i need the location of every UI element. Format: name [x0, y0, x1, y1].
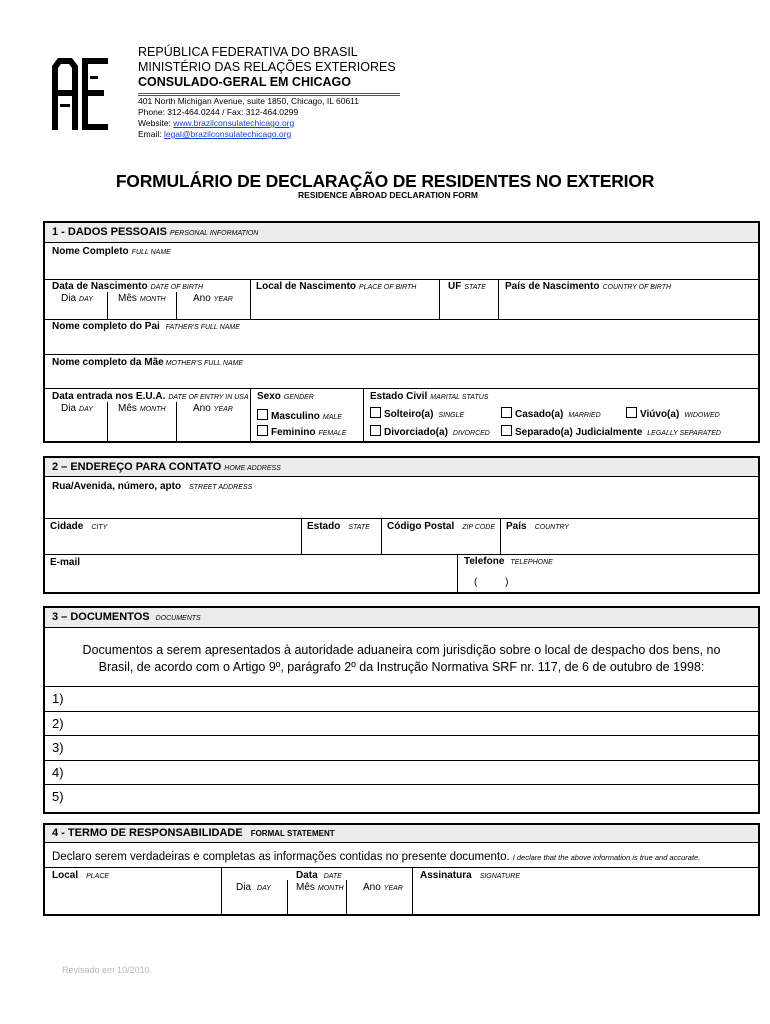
divider [500, 518, 501, 555]
header-email-row [138, 129, 359, 140]
father-name-field[interactable] [45, 333, 758, 353]
entry-date-label: Data entrada nos E.U.A. DATE OF ENTRY IN USA [52, 391, 249, 402]
state-field[interactable] [303, 533, 380, 553]
section-4-title: 4 - TERMO DE RESPONSABILIDADE FORMAL STATEMENT [52, 827, 335, 839]
header-consulate: CONSULADO-GERAL EM CHICAGO [138, 75, 351, 89]
document-item-row[interactable] [45, 736, 758, 761]
divider [498, 280, 499, 319]
zip-field[interactable] [383, 533, 498, 553]
entry-month-label: Mês MONTH [118, 403, 166, 414]
divorced-option[interactable]: Divorciado(a) DIVORCED [370, 425, 490, 438]
divider [45, 554, 758, 555]
form-title: FORMULÁRIO DE DECLARAÇÃO DE RESIDENTES NO EXTERIOR [115, 171, 655, 191]
cob-label: País de Nascimento COUNTRY OF BIRTH [505, 281, 672, 292]
phone-area-code[interactable]: ( ) [474, 577, 509, 588]
divider [457, 554, 458, 592]
entry-day-label: Dia DAY [61, 403, 93, 414]
email-link[interactable]: legal@brazilconsulatechicago.org [163, 129, 292, 139]
document-item-row[interactable] [45, 761, 758, 786]
zip-label: Código Postal ZIP CODE [387, 521, 496, 532]
divider [45, 867, 758, 868]
separated-checkbox[interactable] [501, 425, 512, 436]
mother-name-field[interactable] [45, 369, 758, 387]
married-checkbox[interactable] [501, 407, 512, 418]
divider [250, 280, 251, 319]
single-option[interactable]: Solteiro(a) SINGLE [370, 407, 464, 420]
email-label: Email: [138, 129, 164, 139]
dob-year-label: Ano YEAR [193, 293, 233, 304]
signature-label: Assinatura SIGNATURE [420, 870, 521, 881]
section-3-title: 3 – DOCUMENTOS DOCUMENTS [52, 611, 201, 623]
document-item-row[interactable] [45, 712, 758, 737]
section-1-title: 1 - DADOS PESSOAIS PERSONAL INFORMATION [52, 226, 259, 238]
place-label: Local PLACE [52, 870, 110, 881]
divider [439, 280, 440, 319]
sex-label: Sexo GENDER [257, 391, 314, 402]
divider [45, 388, 758, 389]
separated-option[interactable]: Separado(a) Judicialmente LEGALLY SEPARATED [501, 425, 721, 438]
divider [221, 867, 222, 915]
full-name-field[interactable] [45, 258, 758, 278]
statement-text: Declaro serem verdadeiras e completas as informações contidas no presente documento. I declare that the above information is true and accurate. [52, 851, 701, 863]
dob-field[interactable] [50, 304, 250, 318]
widowed-checkbox[interactable] [626, 407, 637, 418]
consulate-header [138, 45, 396, 90]
female-checkbox[interactable] [257, 425, 268, 436]
dob-month-label: Mês MONTH [118, 293, 166, 304]
document-item-number: 3) [52, 740, 64, 756]
phone-label: Telefone TELEPHONE [464, 556, 553, 567]
divider [381, 518, 382, 555]
email-field-label: E-mail [50, 557, 81, 568]
form-subtitle: RESIDENCE ABROAD DECLARATION FORM [298, 190, 478, 200]
date-label: Data DATE [296, 870, 342, 881]
pob-field[interactable] [252, 293, 437, 318]
divorced-checkbox[interactable] [370, 425, 381, 436]
father-name-label: Nome completo do Pai FATHER'S FULL NAME [52, 321, 240, 332]
full-name-label: Nome Completo FULL NAME [52, 246, 171, 257]
header-website-row [138, 118, 359, 129]
city-field[interactable] [45, 533, 300, 553]
documents-intro-line-2: Brasil, de acordo com o Artigo 9º, parágrafo 2º da Instrução Normativa SRF nr. 117, de 6 de outubro de 1998: [98, 660, 705, 674]
divider [45, 518, 758, 519]
divider [45, 279, 758, 280]
street-field[interactable] [45, 493, 758, 517]
state-label: Estado STATE [307, 521, 370, 532]
entry-year-label: Ano YEAR [193, 403, 233, 414]
dob-day-label: Dia DAY [61, 293, 93, 304]
pob-label: Local de Nascimento PLACE OF BIRTH [256, 281, 417, 292]
divider [45, 354, 758, 355]
widowed-option[interactable]: Viúvo(a) WIDOWED [626, 407, 720, 420]
divider [250, 388, 251, 441]
male-option[interactable]: Masculino MALE [257, 409, 342, 422]
consulate-contact [138, 96, 359, 140]
female-option[interactable]: Feminino FEMALE [257, 425, 346, 438]
sign-month-label: Mês MONTH [296, 882, 344, 893]
street-label: Rua/Avenida, número, apto STREET ADDRESS [52, 481, 253, 492]
sign-date-field[interactable] [223, 894, 411, 914]
document-item-number: 5) [52, 789, 64, 805]
uf-label: UF STATE [448, 281, 486, 292]
document-item-number: 2) [52, 715, 64, 731]
marital-status-label: Estado Civil MARITAL STATUS [370, 391, 489, 402]
country-label: País COUNTRY [506, 521, 569, 532]
place-field[interactable] [45, 882, 220, 914]
divider [412, 867, 413, 915]
header-country: REPÚBLICA FEDERATIVA DO BRASIL [138, 45, 358, 59]
email-input[interactable] [45, 569, 455, 591]
male-checkbox[interactable] [257, 409, 268, 420]
city-label: Cidade CITY [50, 521, 108, 532]
cob-field[interactable] [500, 293, 756, 318]
document-item-number: 1) [52, 691, 64, 706]
signature-field[interactable] [414, 882, 756, 914]
header-phone: Phone: 312-464.0244 / Fax: 312-464.0299 [138, 107, 299, 117]
dob-label: Data de Nascimento DATE OF BIRTH [52, 281, 204, 292]
documents-intro [45, 642, 758, 676]
married-option[interactable]: Casado(a) MARRIED [501, 407, 601, 420]
consulate-logo [50, 56, 110, 132]
divider [363, 388, 364, 441]
revision-note: Revisado em 10/2010. [62, 965, 153, 975]
entry-date-field[interactable] [50, 415, 250, 440]
website-link[interactable]: www.brazilconsulatechicago.org [173, 118, 295, 128]
divider [301, 518, 302, 555]
section-2-title: 2 – ENDEREÇO PARA CONTATO HOME ADDRESS [52, 461, 281, 473]
sign-day-label: Dia DAY [236, 882, 271, 893]
mother-name-label: Nome completo da Mãe MOTHER'S FULL NAME [52, 357, 244, 368]
document-item-number: 4) [52, 764, 64, 780]
sign-year-label: Ano YEAR [363, 882, 403, 893]
website-label: Website: [138, 118, 174, 128]
document-item-row[interactable] [45, 687, 758, 712]
documents-intro-line-1: Documentos a serem apresentados à autoridade aduaneira com jurisdição sobre o local de despacho dos bens, no [82, 643, 721, 657]
header-divider [138, 93, 400, 94]
header-address: 401 North Michigan Avenue, suite 1850, Chicago, IL 60611 [138, 96, 359, 106]
country-field[interactable] [502, 533, 756, 553]
document-item-row[interactable] [45, 785, 758, 810]
divider [45, 319, 758, 320]
single-checkbox[interactable] [370, 407, 381, 418]
uf-field[interactable] [441, 293, 496, 318]
header-ministry: MINISTÉRIO DAS RELAÇÕES EXTERIORES [138, 60, 396, 74]
